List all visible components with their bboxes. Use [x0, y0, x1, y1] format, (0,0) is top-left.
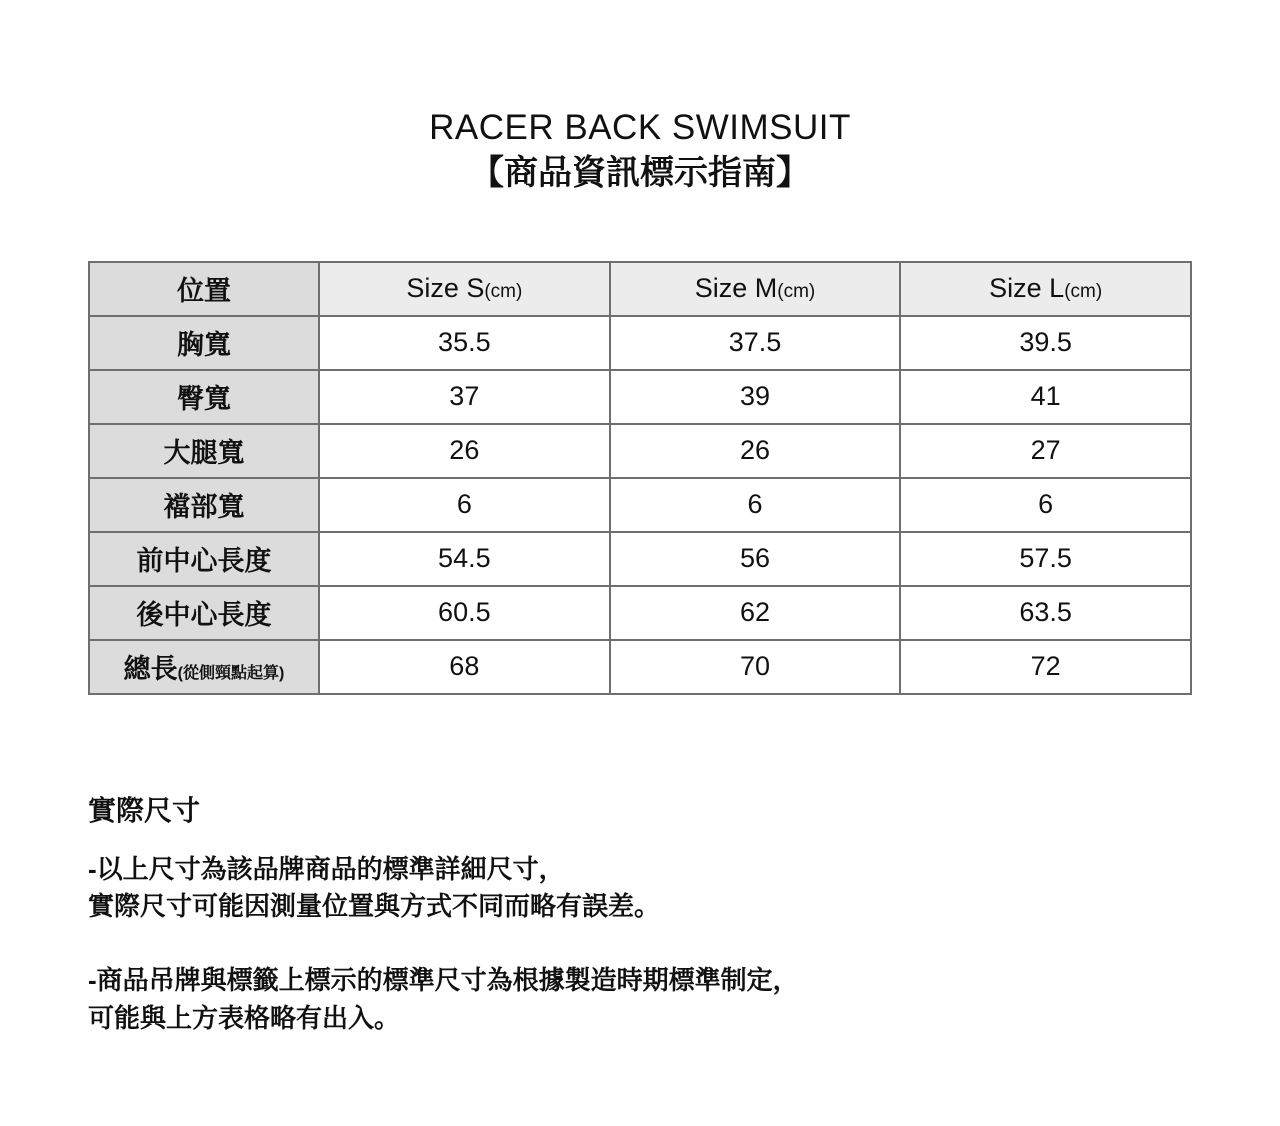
cell-size-l: 41	[900, 370, 1191, 424]
cell-size-l: 63.5	[900, 586, 1191, 640]
cell-size-s: 26	[319, 424, 610, 478]
notes-line-4: 可能與上方表格略有出入。	[88, 1002, 401, 1033]
cell-size-s: 68	[319, 640, 610, 694]
cell-size-s: 37	[319, 370, 610, 424]
cell-size-m: 26	[610, 424, 901, 478]
table-row	[89, 532, 1191, 586]
cell-size-l: 27	[900, 424, 1191, 478]
notes-line-1: -以上尺寸為該品牌商品的標準詳細尺寸，	[88, 853, 565, 884]
cell-size-s: 60.5	[319, 586, 610, 640]
row-label-text: 總長	[123, 654, 178, 685]
table-header	[89, 262, 1191, 316]
cell-size-l: 72	[900, 640, 1191, 694]
table-row	[89, 640, 1191, 694]
cell-size-l: 39.5	[900, 316, 1191, 370]
table-row	[89, 316, 1191, 370]
header-size-m	[610, 262, 901, 316]
size-table	[88, 261, 1192, 695]
title-block	[0, 0, 1280, 195]
cell-size-m: 39	[610, 370, 901, 424]
row-label: 前中心長度	[89, 532, 319, 586]
notes-spacer	[88, 926, 1220, 962]
notes-line-3: -商品吊牌與標籤上標示的標準尺寸為根據製造時期標準制定，	[88, 965, 799, 996]
cell-size-l: 57.5	[900, 532, 1191, 586]
row-label	[89, 640, 319, 694]
header-size-s-label: Size S	[406, 273, 485, 304]
header-size-s	[319, 262, 610, 316]
cell-size-m: 62	[610, 586, 901, 640]
cell-size-m: 37.5	[610, 316, 901, 370]
table-body	[89, 316, 1191, 694]
header-size-m-unit: (cm)	[777, 281, 816, 303]
cell-size-s: 54.5	[319, 532, 610, 586]
header-size-l	[900, 262, 1191, 316]
row-label: 胸寬	[89, 316, 319, 370]
header-size-s-unit: (cm)	[484, 281, 523, 303]
page-subtitle: 【商品資訊標示指南】	[470, 154, 810, 193]
page-title: RACER BACK SWIMSUIT	[429, 108, 851, 147]
row-label: 大腿寬	[89, 424, 319, 478]
notes-section	[0, 789, 1280, 1038]
table-row	[89, 424, 1191, 478]
row-label: 臀寬	[89, 370, 319, 424]
row-label-note: (從側頸點起算)	[177, 665, 285, 683]
cell-size-s: 35.5	[319, 316, 610, 370]
header-size-m-label: Size M	[694, 273, 778, 304]
cell-size-m: 56	[610, 532, 901, 586]
size-table-container	[88, 261, 1192, 695]
header-size-l-unit: (cm)	[1064, 281, 1103, 303]
header-size-l-label: Size L	[989, 273, 1065, 304]
row-label: 後中心長度	[89, 586, 319, 640]
table-row	[89, 370, 1191, 424]
table-header-row	[89, 262, 1191, 316]
cell-size-m: 6	[610, 478, 901, 532]
table-row	[89, 586, 1191, 640]
table-row	[89, 478, 1191, 532]
row-label: 襠部寬	[89, 478, 319, 532]
header-position: 位置	[89, 262, 319, 316]
cell-size-l: 6	[900, 478, 1191, 532]
notes-heading: 實際尺寸	[88, 794, 201, 826]
notes-line-2: 實際尺寸可能因測量位置與方式不同而略有誤差。	[88, 891, 661, 922]
cell-size-m: 70	[610, 640, 901, 694]
cell-size-s: 6	[319, 478, 610, 532]
